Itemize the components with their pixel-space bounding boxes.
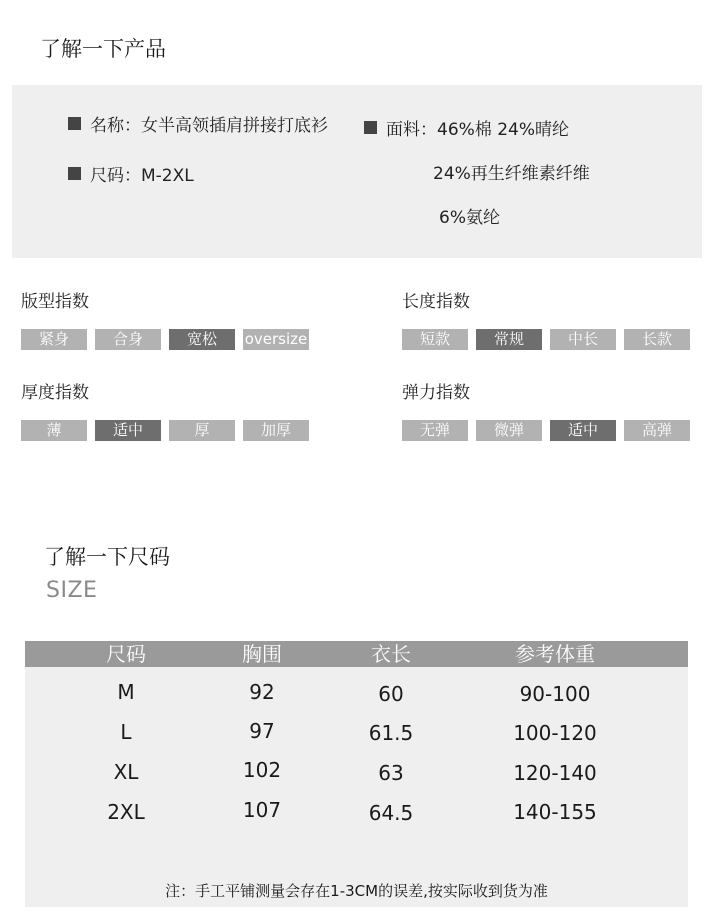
fit-option-regular: 合身 xyxy=(95,329,161,350)
fit-index-options xyxy=(21,329,317,350)
length-option-regular: 常规 xyxy=(476,329,542,350)
size-section-subtitle: SIZE xyxy=(46,578,98,603)
length-option-short: 短款 xyxy=(402,329,468,350)
elasticity-index xyxy=(402,378,698,441)
cell-chest: 107 xyxy=(242,798,282,822)
fabric-row xyxy=(364,115,569,140)
cell-chest: 102 xyxy=(242,758,282,782)
length-option-mid: 中长 xyxy=(550,329,616,350)
elasticity-option-medium: 适中 xyxy=(550,420,616,441)
thickness-index xyxy=(21,378,317,441)
cell-length: 60 xyxy=(378,682,404,706)
size-table-header xyxy=(25,641,688,667)
header-weight: 参考体重 xyxy=(515,642,595,666)
cell-size: M xyxy=(117,680,135,704)
length-option-long: 长款 xyxy=(624,329,690,350)
cell-size: XL xyxy=(113,760,139,784)
header-length: 衣长 xyxy=(371,642,411,666)
product-size-row xyxy=(68,161,194,186)
thickness-option-extra-thick: 加厚 xyxy=(243,420,309,441)
fit-option-loose: 宽松 xyxy=(169,329,235,350)
cell-length: 64.5 xyxy=(368,801,414,825)
length-index xyxy=(402,287,698,350)
fabric-line: 46%棉 24%晴纶 xyxy=(437,120,569,140)
cell-length: 63 xyxy=(378,761,404,785)
measurement-note: 注：手工平铺测量会存在1-3CM的误差,按实际收到货为准 xyxy=(165,882,548,900)
fit-index xyxy=(21,287,317,350)
length-index-options xyxy=(402,329,698,350)
elasticity-option-high: 高弹 xyxy=(624,420,690,441)
cell-weight: 140-155 xyxy=(513,800,597,824)
thickness-option-thin: 薄 xyxy=(21,420,87,441)
cell-size: 2XL xyxy=(107,800,145,824)
fit-option-oversize: oversize xyxy=(244,330,308,348)
bullet-square-icon xyxy=(68,117,81,130)
product-info-panel xyxy=(12,85,702,258)
header-chest: 胸围 xyxy=(242,642,282,666)
elasticity-index-options xyxy=(402,420,698,441)
cell-size: L xyxy=(120,720,132,744)
size-table xyxy=(25,641,688,907)
product-size: 尺码：M-2XL xyxy=(90,166,194,186)
product-name: 名称：女半高领插肩拼接打底衫 xyxy=(90,116,328,136)
bullet-square-icon xyxy=(364,121,377,134)
cell-weight: 100-120 xyxy=(513,721,597,745)
fabric-line: 24%再生纤维素纤维 xyxy=(433,164,590,184)
cell-weight: 90-100 xyxy=(519,682,591,706)
thickness-option-medium: 适中 xyxy=(95,420,161,441)
fabric-line: 6%氨纶 xyxy=(439,208,500,228)
cell-chest: 92 xyxy=(249,680,275,704)
elasticity-option-none: 无弹 xyxy=(402,420,468,441)
length-index-label: 长度指数 xyxy=(402,292,470,312)
fit-option-tight: 紧身 xyxy=(21,329,87,350)
cell-length: 61.5 xyxy=(368,721,414,745)
product-section-title: 了解一下产品 xyxy=(40,37,166,61)
cell-chest: 97 xyxy=(249,719,275,743)
thickness-index-label: 厚度指数 xyxy=(21,383,89,403)
fabric-label: 面料： xyxy=(386,120,437,140)
thickness-index-options xyxy=(21,420,317,441)
thickness-option-thick: 厚 xyxy=(169,420,235,441)
cell-weight: 120-140 xyxy=(513,761,597,785)
bullet-square-icon xyxy=(68,167,81,180)
elasticity-index-label: 弹力指数 xyxy=(402,383,470,403)
elasticity-option-slight: 微弹 xyxy=(476,420,542,441)
fit-index-label: 版型指数 xyxy=(21,292,89,312)
product-name-row xyxy=(68,111,328,136)
size-section-title: 了解一下尺码 xyxy=(44,545,170,569)
header-size: 尺码 xyxy=(106,642,146,666)
